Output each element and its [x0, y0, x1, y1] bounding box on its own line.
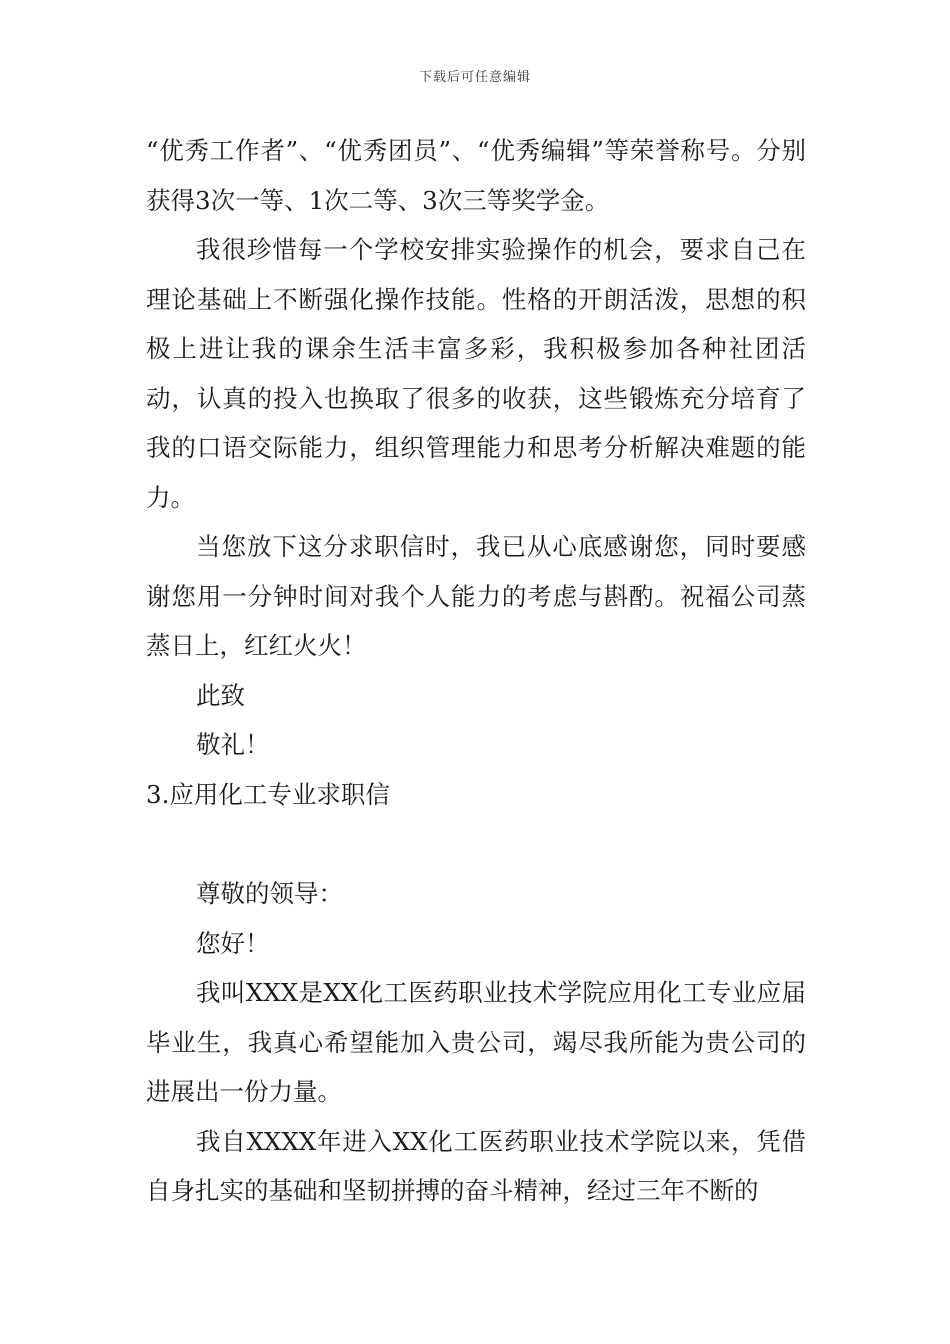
- page-header: 下载后可任意编辑: [418, 70, 531, 85]
- closing-salute: 此致: [196, 680, 245, 710]
- document-body: [146, 126, 806, 1216]
- closing-regards: 敬礼！: [196, 730, 270, 759]
- blank-line: [146, 819, 806, 869]
- section-title: 3.应用化工专业求职信: [146, 779, 390, 809]
- paragraph-thanks: 当您放下这分求职信时，我已从心底感谢您，同时要感谢您用一分钟时间对我个人能力的考虑与斟酌。祝福公司蒸蒸日上，红红火火！: [146, 532, 806, 660]
- greeting: 您好！: [196, 928, 270, 958]
- paragraph-education: 我自XXXX年进入XX化工医药职业技术学院以来，凭借自身扎实的基础和坚韧拼搏的奋斗精神，经过三年不断的: [146, 1126, 806, 1205]
- salutation: 尊敬的领导：: [196, 879, 343, 908]
- paragraph-honors: “优秀工作者”、“优秀团员”、“优秀编辑”等荣誉称号。分别获得3次一等、1次二等、3次三等奖学金。: [146, 136, 806, 215]
- paragraph-experience: 我很珍惜每一个学校安排实验操作的机会，要求自己在理论基础上不断强化操作技能。性格的开朗活泼，思想的积极上进让我的课余生活丰富多彩，我积极参加各种社团活动，认真的投入也换取了很多的收获，这些锻炼充分培育了我的口语交际能力，组织管理能力和思考分析解决难题的能力。: [146, 235, 806, 512]
- paragraph-introduction: 我叫XXX是XX化工医药职业技术学院应用化工专业应届毕业生，我真心希望能加入贵公司，竭尽我所能为贵公司的进展出一份力量。: [146, 978, 806, 1106]
